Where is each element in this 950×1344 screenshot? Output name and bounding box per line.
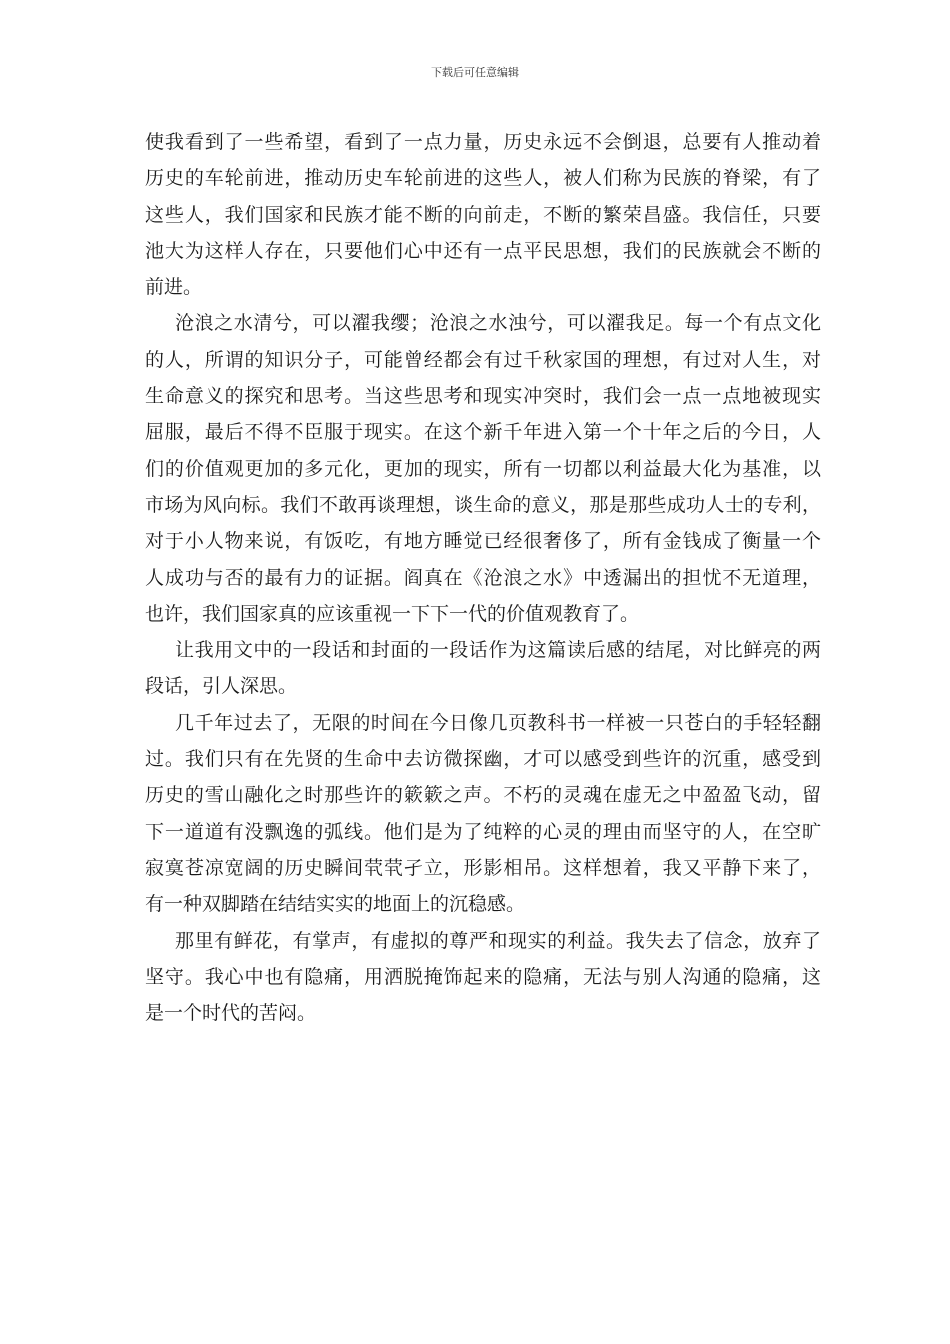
text-line: 们的价值观更加的多元化，更加的现实，所有一切都以利益最大化为基准，以	[145, 457, 821, 480]
paragraph	[145, 923, 821, 1032]
paragraph	[145, 305, 821, 632]
text-line: 沧浪之水清兮，可以濯我缨；沧浪之水浊兮，可以濯我足。每一个有点文化	[175, 312, 821, 335]
page-header: 下载后可任意编辑	[431, 66, 519, 79]
text-line: 这些人，我们国家和民族才能不断的向前走，不断的繁荣昌盛。我信任，只要	[145, 203, 821, 226]
paragraph	[145, 124, 821, 305]
text-line: 有一种双脚踏在结结实实的地面上的沉稳感。	[145, 893, 526, 916]
text-line: 的人，所谓的知识分子，可能曾经都会有过千秋家国的理想，有过对人生，对	[145, 348, 821, 371]
document-body	[145, 124, 821, 1031]
text-line: 那里有鲜花，有掌声，有虚拟的尊严和现实的利益。我失去了信念，放弃了	[175, 929, 821, 952]
text-line: 段话，引人深思。	[145, 675, 298, 698]
text-line: 市场为风向标。我们不敢再谈理想，谈生命的意义，那是那些成功人士的专利，	[145, 493, 821, 516]
text-line: 前进。	[145, 276, 203, 299]
text-line: 历史的雪山融化之时那些许的簌簌之声。不朽的灵魂在虚无之中盈盈飞动，留	[145, 784, 821, 807]
text-line: 历史的车轮前进，推动历史车轮前进的这些人，被人们称为民族的脊梁，有了	[145, 167, 821, 190]
text-line: 对于小人物来说，有饭吃，有地方睡觉已经很奢侈了，所有金钱成了衡量一个	[145, 530, 821, 553]
text-line: 池大为这样人存在，只要他们心中还有一点平民思想，我们的民族就会不断的	[145, 239, 821, 262]
text-line: 也许，我们国家真的应该重视一下下一代的价值观教育了。	[145, 602, 640, 625]
text-line: 下一道道有没飘逸的弧线。他们是为了纯粹的心灵的理由而坚守的人，在空旷	[145, 820, 821, 843]
paragraph	[145, 705, 821, 923]
text-line: 人成功与否的最有力的证据。阎真在《沧浪之水》中透漏出的担忧不无道理，	[145, 566, 821, 589]
paragraph	[145, 632, 821, 705]
text-line: 使我看到了一些希望，看到了一点力量，历史永远不会倒退，总要有人推动着	[145, 131, 821, 153]
text-line: 过。我们只有在先贤的生命中去访微探幽，才可以感受到些许的沉重，感受到	[145, 748, 821, 771]
text-line: 坚守。我心中也有隐痛，用洒脱掩饰起来的隐痛，无法与别人沟通的隐痛，这	[145, 965, 821, 988]
text-line: 屈服，最后不得不臣服于现实。在这个新千年进入第一个十年之后的今日，人	[145, 421, 821, 444]
text-line: 几千年过去了，无限的时间在今日像几页教科书一样被一只苍白的手轻轻翻	[175, 711, 821, 734]
text-line: 生命意义的探究和思考。当这些思考和现实冲突时，我们会一点一点地被现实	[145, 385, 821, 408]
text-line: 寂寞苍凉宽阔的历史瞬间茕茕孑立，形影相吊。这样想着，我又平静下来了，	[145, 856, 821, 879]
text-line: 是一个时代的苦闷。	[145, 1002, 317, 1025]
text-line: 让我用文中的一段话和封面的一段话作为这篇读后感的结尾，对比鲜亮的两	[175, 639, 821, 662]
